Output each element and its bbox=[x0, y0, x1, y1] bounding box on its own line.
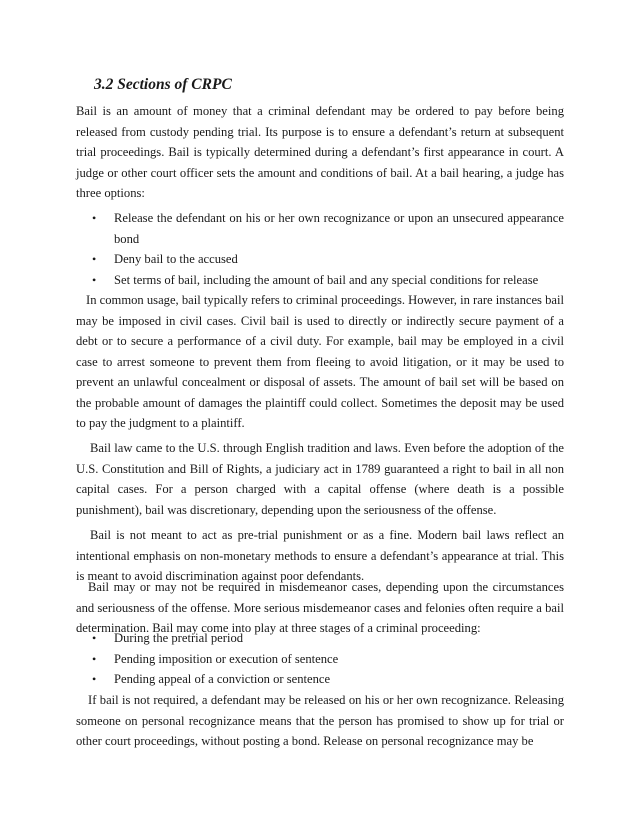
bullet-icon: • bbox=[92, 252, 97, 266]
bail-hearing-options-list bbox=[76, 208, 564, 290]
paragraph-personal-recognizance: If bail is not required, a defendant may be released on his or her own recognizance. Releasing someone on personal recognizance means that the person has promised to show up for trial or other court proceedings, without posting a bond. Release on personal recognizance may be bbox=[76, 693, 564, 748]
list-item: • Release the defendant on his or her own recognizance or upon an unsecured appearance bond bbox=[76, 208, 564, 249]
bullet-icon: • bbox=[92, 651, 97, 666]
criminal-proceeding-stages-list bbox=[76, 628, 564, 690]
paragraph-civil-bail: In common usage, bail typically refers to criminal proceedings. However, in rare instances bail may be imposed in civil cases. Civil bail is used to directly or indirectly secure payment of a debt or to secure a performance of a civil duty. For example, bail may be employed in a civil case to arrest someone to prevent them from fleeing to avoid litigation, or it may be used to prevent an unlawful concealment or disposal of assets. The amount of bail set will be based on the probable amount of damages the plaintiff could collect. Sometimes the deposit may be used to pay the judgment to a plaintiff. bbox=[76, 293, 564, 430]
bullet-icon: • bbox=[92, 672, 97, 686]
list-item: • During the pretrial period bbox=[76, 628, 564, 649]
list-item: • Pending imposition or execution of sentence bbox=[76, 649, 564, 670]
list-item: • Deny bail to the accused bbox=[76, 249, 564, 270]
section-heading: 3.2 Sections of CRPC bbox=[94, 76, 232, 93]
paragraph-bail-law-history: Bail law came to the U.S. through English tradition and laws. Even before the adoption of the U.S. Constitution and Bill of Rights, a judiciary act in 1789 guaranteed a right to bail in all non capital cases. For a person charged with a capital offense (where death is a possible punishment), bail was discretionary, depending upon the seriousness of the offense. bbox=[76, 441, 564, 517]
list-item: • Pending appeal of a conviction or sentence bbox=[76, 669, 564, 690]
bullet-icon: • bbox=[92, 631, 97, 645]
bullet-icon: • bbox=[92, 211, 97, 225]
paragraph-bail-definition: Bail is an amount of money that a criminal defendant may be ordered to pay before being released from custody pending trial. Its purpose is to ensure a defendant’s return at subsequent trial proceedings. Bail is typically determined during a defendant’s first appearance in court. A judge or other court officer sets the amount and conditions of bail. At a bail hearing, a judge has three options: bbox=[76, 104, 564, 200]
list-item: • Set terms of bail, including the amount of bail and any special conditions for release bbox=[76, 270, 564, 291]
paragraph-bail-purpose: Bail is not meant to act as pre-trial punishment or as a fine. Modern bail laws reflect an intentional emphasis on non-monetary methods to ensure a defendant’s appearance at trial. This is meant to avoid discrimination against poor defendants. bbox=[76, 528, 564, 583]
bullet-icon: • bbox=[92, 272, 97, 287]
paragraph-misdemeanor-cases: Bail may or may not be required in misdemeanor cases, depending upon the circumstances and seriousness of the offense. More serious misdemeanor cases and felonies often require a bail determination. Bail may come into play at three stages of a criminal proceeding: bbox=[76, 580, 564, 635]
